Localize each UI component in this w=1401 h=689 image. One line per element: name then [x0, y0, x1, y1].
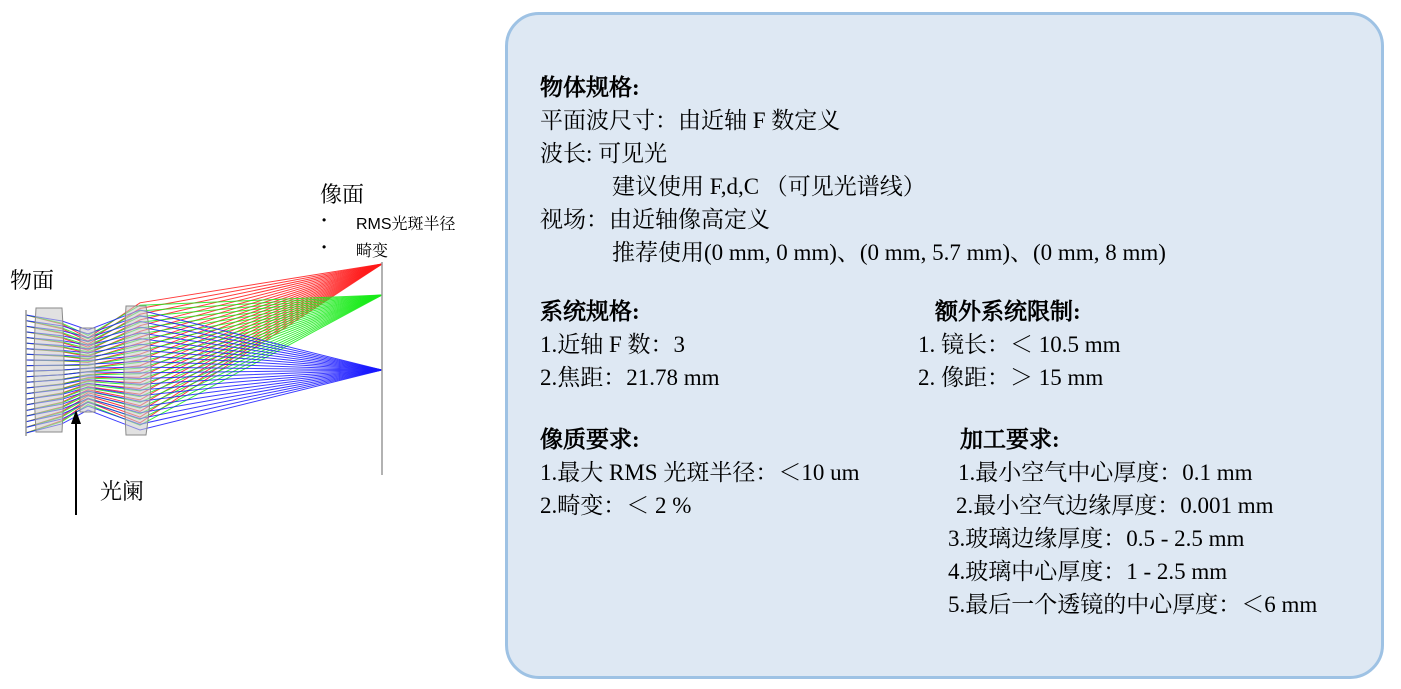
image-quality-heading: 像质要求: [540, 427, 640, 452]
object-spec-line: 波长: 可见光 [540, 141, 668, 166]
lens-1 [34, 308, 64, 432]
image-plane-label: 像面 [320, 182, 365, 207]
fabrication-line: 2.最小空气边缘厚度：0.001 mm [956, 493, 1274, 518]
object-spec-line: 平面波尺寸：由近轴 F 数定义 [540, 108, 841, 133]
image-quality-line: 1.最大 RMS 光斑半径：＜10 um [540, 460, 860, 485]
optical-layout-diagram [0, 0, 500, 689]
object-plane-label: 物面 [10, 268, 55, 293]
fabrication-heading: 加工要求: [960, 427, 1060, 452]
image-metric-rms: RMS光斑半径 [356, 216, 456, 233]
stop-label: 光阑 [100, 479, 145, 504]
ray-trace-plot [0, 0, 500, 689]
bullet-icon: • [322, 240, 327, 254]
fabrication-line: 5.最后一个透镜的中心厚度：＜6 mm [948, 592, 1318, 617]
lens-elements [34, 306, 151, 435]
ray-bundles [26, 264, 382, 433]
system-spec-line: 1.近轴 F 数：3 [540, 332, 686, 357]
object-spec-line: 视场：由近轴像高定义 [540, 207, 770, 232]
object-spec-line: 建议使用 F,d,C （可见光谱线） [612, 174, 926, 199]
fabrication-line: 4.玻璃中心厚度：1 - 2.5 mm [948, 559, 1228, 584]
lens-2 [80, 328, 95, 412]
extra-limits-heading: 额外系统限制: [935, 299, 1081, 324]
extra-limits-line: 2. 像距：＞ 15 mm [918, 365, 1104, 390]
object-spec-line: 推荐使用(0 mm, 0 mm)、(0 mm, 5.7 mm)、(0 mm, 8 mm) [612, 240, 1166, 265]
system-spec-heading: 系统规格: [540, 299, 640, 324]
lens-3 [124, 306, 151, 435]
ray-line [26, 264, 382, 359]
extra-limits-line: 1. 镜长：＜ 10.5 mm [918, 332, 1121, 357]
fabrication-line: 1.最小空气中心厚度：0.1 mm [958, 460, 1253, 485]
fabrication-line: 3.玻璃边缘厚度：0.5 - 2.5 mm [948, 526, 1245, 551]
object-spec-heading: 物体规格: [540, 75, 640, 100]
image-metric-distortion: 畸变 [356, 243, 389, 260]
image-quality-line: 2.畸变：＜ 2 % [540, 493, 692, 518]
system-spec-line: 2.焦距：21.78 mm [540, 365, 720, 390]
bullet-icon: • [322, 213, 327, 227]
